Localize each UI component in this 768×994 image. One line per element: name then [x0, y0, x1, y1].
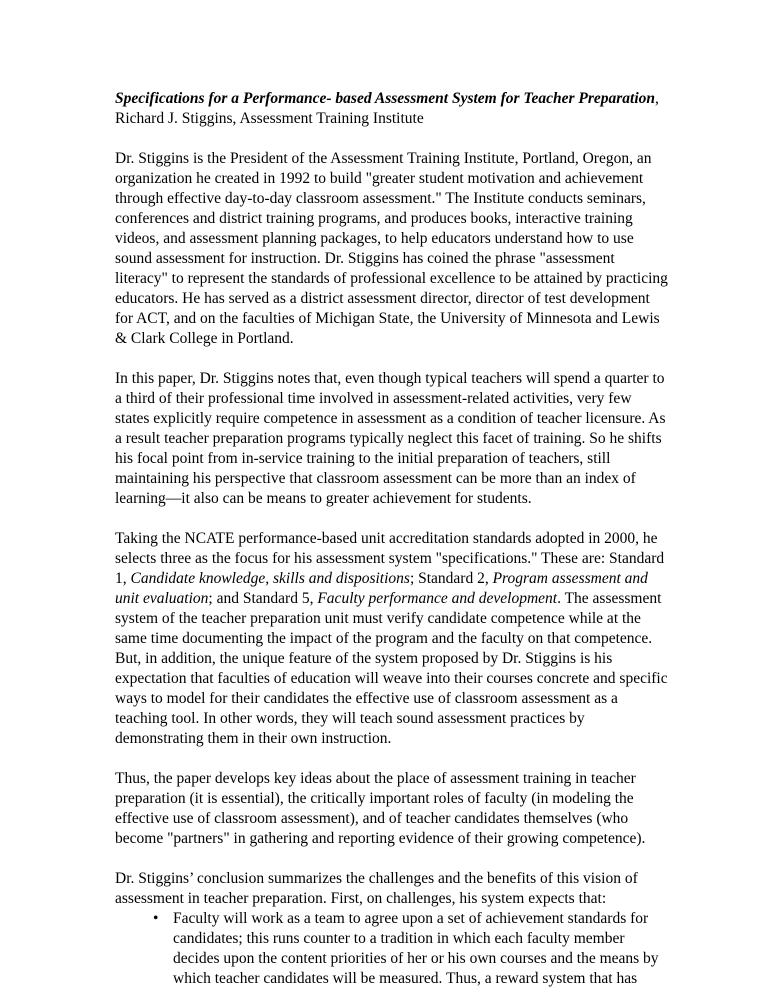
paper-title: Specifications for a Performance- based Assessment System for Teacher Preparation [115, 90, 656, 107]
challenges-list [115, 909, 668, 989]
paragraph-ncate-standards [115, 529, 668, 749]
paragraph-paper-summary: In this paper, Dr. Stiggins notes that, even though typical teachers will spend a quarter to a third of their professional time involved in assessment-related activities, very few states explicitly require competence in assessment as a condition of teacher licensure. As a result teacher preparation programs typically neglect this facet of training. So he shifts his focal point from in-service training to the initial preparation of teachers, still maintaining his perspective that classroom assessment can be more than an index of learning—it also can be means to greater achievement for students. [115, 370, 666, 507]
standards-text-2: ; Standard 2, [409, 570, 493, 587]
standards-text-3: ; and Standard 5, [208, 590, 318, 607]
standard-1-name: Candidate knowledge, skills and dispositions [130, 570, 410, 587]
title-block [115, 89, 668, 129]
list-item-text: Faculty will work as a team to agree upon a set of achievement standards for candidates; this runs counter to a tradition in which each faculty member decides upon the content priorities of her or his own courses and the means by which teacher candidates will be measured. Thus, a reward system that has [173, 910, 659, 987]
paragraph-conclusion: Dr. Stiggins’ conclusion summarizes the challenges and the benefits of this vision of assessment in teacher preparation. First, on challenges, his system expects that: [115, 870, 638, 907]
standard-2-name: Program assessment and unit evaluation [115, 570, 648, 607]
standards-text-4: . The assessment system of the teacher preparation unit must verify candidate competence while at the same time documenting the impact of the program and the faculty on that competence. But, in addition, the unique feature of the system proposed by Dr. Stiggins is his expectation that faculties of education will weave into their courses concrete and specific ways to model for their candidates the effective use of classroom assessment as a teaching tool. In other words, they will teach sound assessment practices by demonstrating them in their own instruction. [115, 590, 668, 747]
list-item [115, 909, 668, 989]
standard-5-name: Faculty performance and development [317, 590, 558, 607]
paragraph-key-ideas: Thus, the paper develops key ideas about the place of assessment training in teacher preparation (it is essential), the critically important roles of faculty (in modeling the effective use of classroom assessment), and of teacher candidates themselves (who become "partners" in gathering and reporting evidence of their growing competence). [115, 770, 646, 847]
bullet-icon: • [153, 910, 159, 927]
standards-intro-text: Taking the NCATE performance-based unit accreditation standards adopted in 2000, he selects three as the focus for his assessment system "specifications." These are: Standard 1, [115, 530, 665, 587]
author-byline: , Richard J. Stiggins, Assessment Training Institute [115, 90, 659, 127]
paragraph-author-bio: Dr. Stiggins is the President of the Assessment Training Institute, Portland, Oregon, an organization he created in 1992 to build "greater student motivation and achievement through effective day-to-day classroom assessment." The Institute conducts seminars, conferences and district training programs, and produces books, interactive training videos, and assessment planning packages, to help educators understand how to use sound assessment for instruction. Dr. Stiggins has coined the phrase "assessment literacy" to represent the standards of professional excellence to be attained by practicing educators. He has served as a district assessment director, director of test development for ACT, and on the faculties of Michigan State, the University of Minnesota and Lewis & Clark College in Portland. [115, 150, 668, 347]
